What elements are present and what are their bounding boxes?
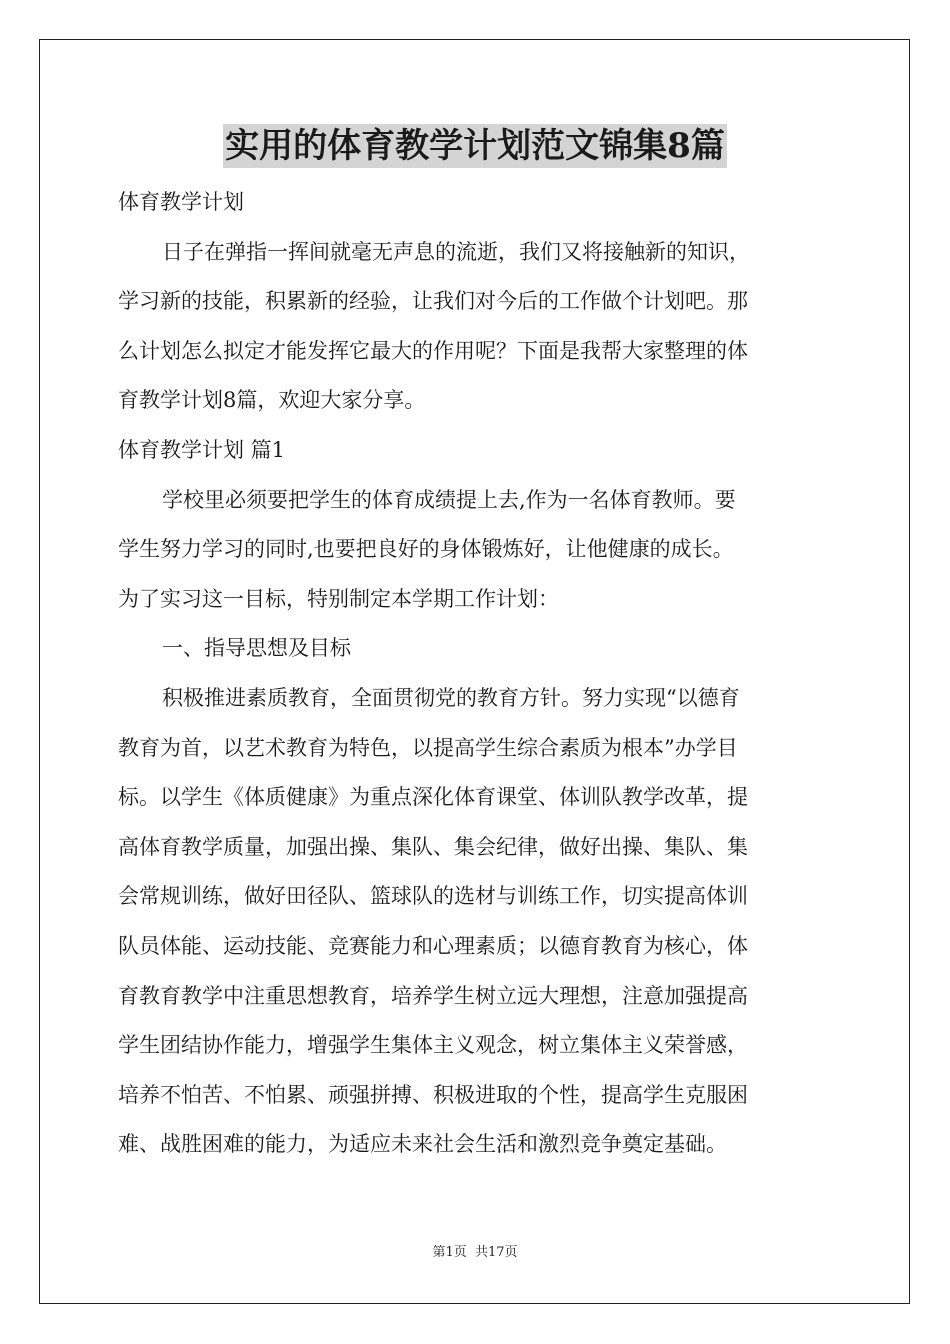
- line-8: 为了实习这一目标，特别制定本学期工作计划：: [118, 586, 559, 611]
- line-9: 一、指导思想及目标: [162, 636, 351, 661]
- line-17: 学生团结协作能力，增强学生集体主义观念，树立集体主义荣誉感，: [118, 1033, 748, 1058]
- line-0: 体育教学计划: [118, 190, 244, 214]
- line-2: 学习新的技能，积累新的经验，让我们对今后的工作做个计划吧。那: [118, 289, 748, 314]
- line-18: 培养不怕苦、不怕累、顽强拼搏、积极进取的个性，提高学生克服困: [118, 1082, 748, 1107]
- line-12: 标。以学生《体质健康》为重点深化体育课堂、体训队教学改革，提: [118, 785, 748, 810]
- page-footer: [0, 1244, 950, 1262]
- line-4: 育教学计划8篇，欢迎大家分享。: [118, 388, 426, 413]
- title-container: [0, 124, 950, 168]
- page-total: 共17页: [474, 1245, 518, 1260]
- document-body: [118, 178, 840, 1170]
- line-16: 育教育教学中注重思想教育，培养学生树立远大理想，注意加强提高: [118, 983, 748, 1008]
- line-10: 积极推进素质教育，全面贯彻党的教育方针。努力实现“以德育: [162, 685, 740, 710]
- line-5: 体育教学计划 篇1: [118, 437, 286, 462]
- line-13: 高体育教学质量，加强出操、集队、集会纪律，做好出操、集队、集: [118, 834, 748, 859]
- line-6: 学校里必须要把学生的体育成绩提上去,作为一名体育教师。要: [162, 487, 736, 512]
- line-7: 学生努力学习的同时,也要把良好的身体锻炼好，让他健康的成长。: [118, 537, 734, 562]
- line-14: 会常规训练，做好田径队、篮球队的选材与训练工作，切实提高体训: [118, 884, 748, 909]
- page-number: 第1页: [432, 1245, 467, 1260]
- line-15: 队员体能、运动技能、竞赛能力和心理素质；以德育教育为核心，体: [118, 933, 748, 958]
- line-11: 教育为首，以艺术教育为特色，以提高学生综合素质为根本”办学目: [118, 735, 738, 760]
- line-19: 难、战胜困难的能力，为适应未来社会生活和激烈竞争奠定基础。: [118, 1132, 727, 1157]
- line-1: 日子在弹指一挥间就毫无声息的流逝，我们又将接触新的知识，: [162, 239, 750, 264]
- document-title: 实用的体育教学计划范文锦集8篇: [225, 126, 725, 166]
- line-3: 么计划怎么拟定才能发挥它最大的作用呢？下面是我帮大家整理的体: [118, 338, 748, 363]
